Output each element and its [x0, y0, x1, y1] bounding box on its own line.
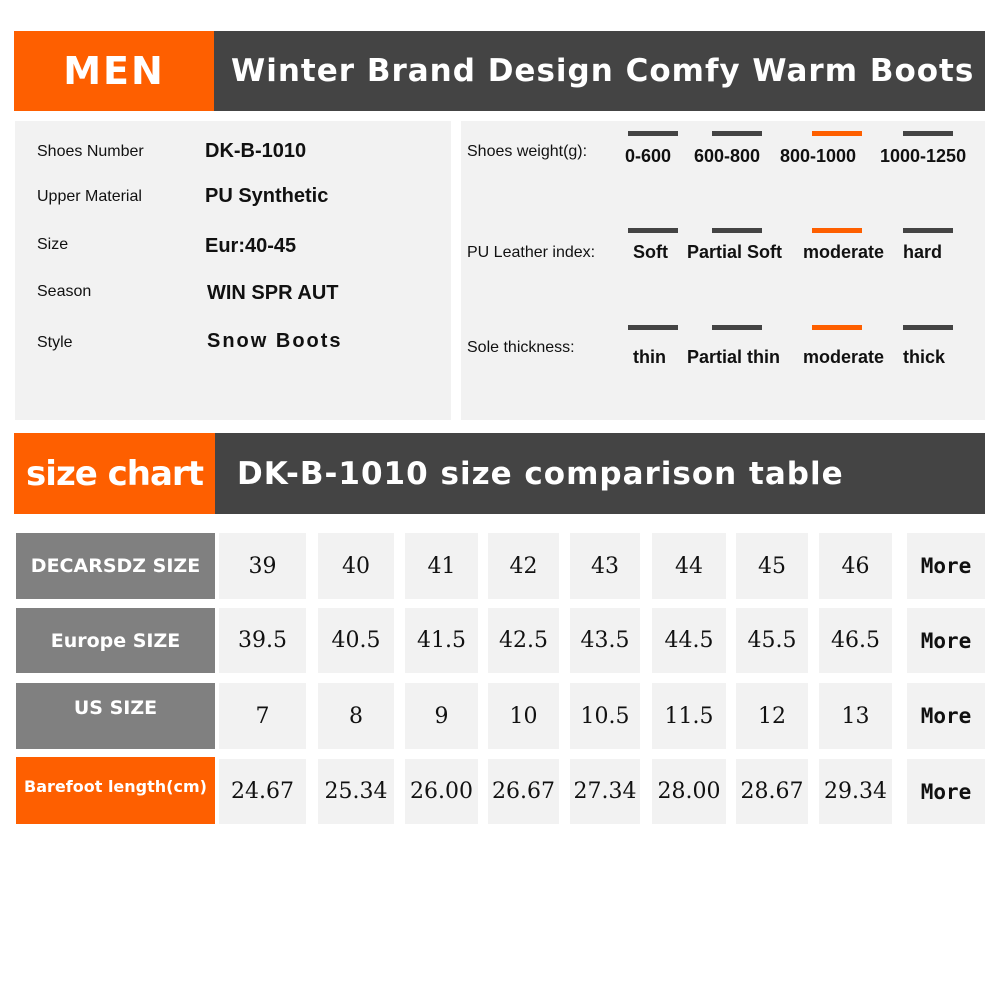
table-cell: 44.5: [652, 608, 726, 673]
size-chart-tag: size chart: [14, 433, 215, 514]
table-cell: 46.5: [819, 608, 892, 673]
sole-bar-1: [712, 325, 762, 330]
sole-bar-0: [628, 325, 678, 330]
table-cell: 45: [736, 533, 808, 599]
table-cell: 9: [405, 683, 478, 749]
table-cell: 29.34: [819, 759, 892, 824]
spec-label-season: Season: [37, 283, 92, 300]
weight-option-3: 1000-1250: [880, 146, 967, 166]
table-cell: 10.5: [570, 683, 640, 749]
table-cell-more: More: [907, 533, 985, 599]
leather-bar-0: [628, 228, 678, 233]
table-cell-more: More: [907, 759, 985, 824]
weight-bar-2: [812, 131, 862, 136]
spec-panel: [15, 121, 451, 420]
sole-option-0: thin: [633, 347, 666, 367]
table-cell: 8: [318, 683, 394, 749]
table-cell: 10: [488, 683, 559, 749]
spec-label-upper-material: Upper Material: [37, 188, 142, 205]
table-cell: 28.67: [736, 759, 808, 824]
leather-option-3: hard: [903, 242, 943, 262]
table-cell: 41.5: [405, 608, 478, 673]
table-cell-more: More: [907, 683, 985, 749]
table-cell: 28.00: [652, 759, 726, 824]
spec-label-style: Style: [37, 334, 73, 351]
weight-option-2: 800-1000: [780, 146, 857, 166]
table-cell: 25.34: [318, 759, 394, 824]
leather-bar-2: [812, 228, 862, 233]
weight-option-1: 600-800: [694, 146, 761, 166]
table-cell: 43: [570, 533, 640, 599]
sole-option-3: thick: [903, 347, 946, 367]
row-header-europe-size: Europe SIZE: [16, 608, 215, 673]
index-panel: [461, 121, 985, 420]
row-header-barefoot-length: Barefoot length(cm): [16, 757, 215, 824]
table-cell: 44: [652, 533, 726, 599]
spec-value-shoes-number: DK-B-1010: [205, 140, 307, 162]
table-cell: 39.5: [219, 608, 306, 673]
weight-option-0: 0-600: [625, 146, 672, 166]
spec-value-size: Eur:40-45: [205, 235, 297, 257]
weight-label: Shoes weight(g):: [467, 143, 588, 160]
table-cell-more: More: [907, 608, 985, 673]
sole-bar-2: [812, 325, 862, 330]
table-cell: 11.5: [652, 683, 726, 749]
table-cell: 46: [819, 533, 892, 599]
table-cell: 7: [219, 683, 306, 749]
table-cell: 39: [219, 533, 306, 599]
leather-option-1: Partial Soft: [687, 242, 783, 262]
table-cell: 12: [736, 683, 808, 749]
leather-option-2: moderate: [803, 242, 885, 262]
header-band: [14, 31, 985, 111]
leather-option-0: Soft: [633, 242, 668, 262]
sole-option-2: moderate: [803, 347, 885, 367]
sole-bar-3: [903, 325, 953, 330]
weight-bar-3: [903, 131, 953, 136]
table-cell: 24.67: [219, 759, 306, 824]
row-header-us-size: US SIZE: [16, 683, 215, 749]
spec-label-shoes-number: Shoes Number: [37, 143, 144, 160]
row-header-decarsdz-size: DECARSDZ SIZE: [16, 533, 215, 599]
leather-label: PU Leather index:: [467, 244, 596, 261]
spec-label-size: Size: [37, 236, 69, 253]
table-cell: 43.5: [570, 608, 640, 673]
table-cell: 40: [318, 533, 394, 599]
weight-bar-1: [712, 131, 762, 136]
spec-value-season: WIN SPR AUT: [207, 282, 339, 304]
size-chart-title: DK-B-1010 size comparison table: [215, 433, 985, 514]
spec-value-upper-material: PU Synthetic: [205, 185, 329, 207]
leather-bar-3: [903, 228, 953, 233]
table-cell: 40.5: [318, 608, 394, 673]
spec-value-style: Snow Boots: [207, 330, 343, 352]
table-cell: 13: [819, 683, 892, 749]
table-cell: 26.00: [405, 759, 478, 824]
table-cell: 45.5: [736, 608, 808, 673]
leather-bar-1: [712, 228, 762, 233]
size-chart-band: [14, 433, 985, 514]
table-cell: 42: [488, 533, 559, 599]
sole-option-1: Partial thin: [687, 347, 781, 367]
men-tag: MEN: [14, 31, 214, 111]
table-cell: 27.34: [570, 759, 640, 824]
table-cell: 26.67: [488, 759, 559, 824]
product-title: Winter Brand Design Comfy Warm Boots: [214, 31, 985, 111]
table-cell: 42.5: [488, 608, 559, 673]
sole-label: Sole thickness:: [467, 339, 575, 356]
table-cell: 41: [405, 533, 478, 599]
weight-bar-0: [628, 131, 678, 136]
